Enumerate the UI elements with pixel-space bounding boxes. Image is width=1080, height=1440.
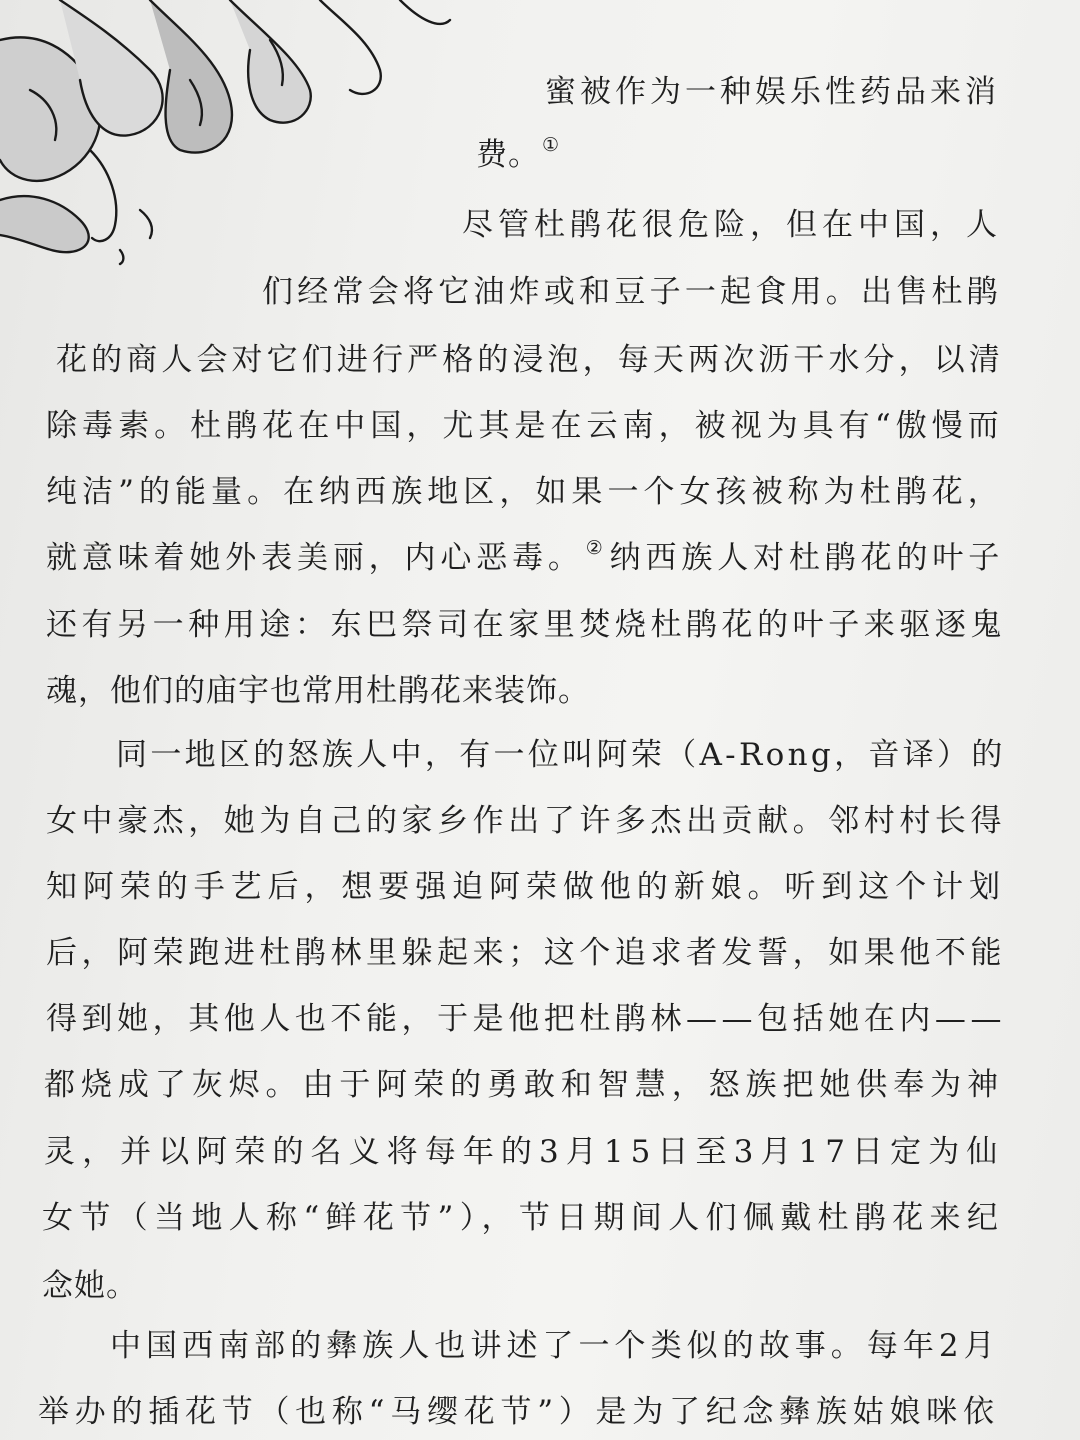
text-run: 纯洁”的能量。在纳西族地区，如果一个女孩被称为杜鹃花， <box>46 474 1004 510</box>
text-line <box>46 999 1006 1039</box>
text-run: 都烧成了灰烬。由于阿荣的勇敢和智慧，怒族把她供奉为神 <box>44 1067 1004 1103</box>
text-run: 蜜被作为一种娱乐性药品来消 <box>545 74 1000 110</box>
text-line <box>42 1198 1004 1238</box>
text-run: 魂，他们的庙宇也常用杜鹃花来装饰。 <box>46 673 590 709</box>
footnote-marker: ① <box>542 134 561 156</box>
text-line <box>476 135 562 179</box>
text-run: 后，阿荣跑进杜鹃林里躲起来；这个追求者发誓，如果他不能 <box>46 935 1006 971</box>
text-run: 同一地区的怒族人中，有一位叫阿荣（A-Rong，音译）的 <box>116 737 1006 773</box>
text-run: 灵，并以阿荣的名义将每年的3月15日至3月17日定为仙 <box>44 1134 1005 1170</box>
text-run: 花的商人会对它们进行严格的浸泡，每天两次沥干水分，以清 <box>56 342 1004 378</box>
text-line <box>46 801 1006 841</box>
text-line <box>545 72 1000 112</box>
text-run: 中国西南部的彝族人也讲述了一个类似的故事。每年2月 <box>110 1328 1000 1364</box>
text-run: 女中豪杰，她为自己的家乡作出了许多杰出贡献。邻村村长得 <box>46 803 1006 839</box>
text-line <box>46 406 1004 446</box>
text-line <box>116 735 1006 775</box>
text-line <box>46 933 1006 973</box>
text-line <box>46 867 1006 907</box>
text-run: 费。 <box>476 137 540 173</box>
text-line <box>46 605 1006 645</box>
text-line <box>38 1392 1000 1432</box>
text-line <box>44 1065 1004 1105</box>
text-line <box>262 272 1002 312</box>
text-line <box>110 1326 1000 1366</box>
text-run: 们经常会将它油炸或和豆子一起食用。出售杜鹃 <box>262 274 1002 310</box>
text-run: 得到她，其他人也不能，于是他把杜鹃林——包括她在内—— <box>46 1001 1006 1037</box>
footnote-marker: ② <box>585 537 608 559</box>
text-line <box>46 538 1004 582</box>
text-line <box>44 1132 1004 1172</box>
text-line <box>46 671 590 711</box>
text-run: 除毒素。杜鹃花在中国，尤其是在云南，被视为具有“傲慢而 <box>46 408 1004 444</box>
text-line <box>46 472 1004 512</box>
text-run: 尽管杜鹃花很危险，但在中国，人 <box>462 207 1002 243</box>
text-run: 就意味着她外表美丽，内心恶毒。 <box>46 540 584 576</box>
text-line <box>56 340 1004 380</box>
text-run: 知阿荣的手艺后，想要强迫阿荣做他的新娘。听到这个计划 <box>46 869 1006 905</box>
text-line <box>42 1266 138 1306</box>
text-run: 念她。 <box>42 1268 138 1304</box>
text-run: 纳西族人对杜鹃花的叶子 <box>609 540 1005 576</box>
text-run: 女节（当地人称“鲜花节”），节日期间人们佩戴杜鹃花来纪 <box>42 1200 1005 1236</box>
text-run: 举办的插花节（也称“马缨花节”）是为了纪念彝族姑娘咪依 <box>38 1394 1000 1430</box>
text-line <box>462 205 1002 245</box>
text-run: 还有另一种用途：东巴祭司在家里焚烧杜鹃花的叶子来驱逐鬼 <box>46 607 1006 643</box>
